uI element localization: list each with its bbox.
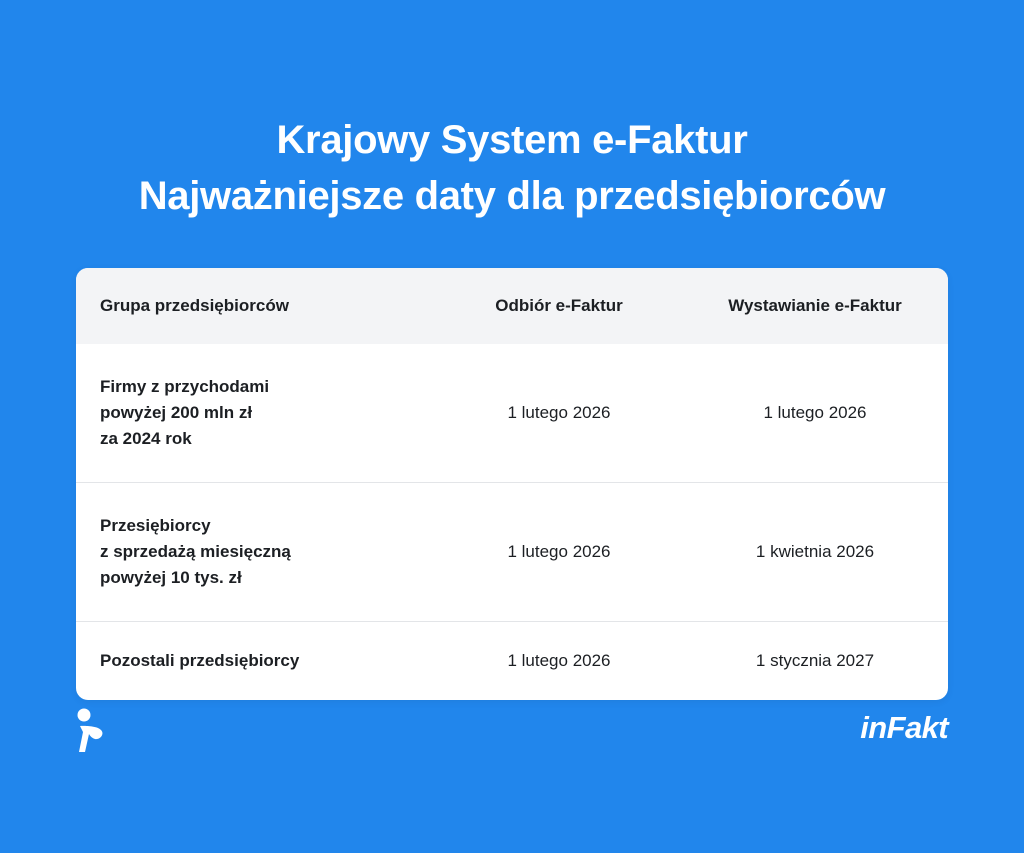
group-line: za 2024 rok (100, 429, 192, 448)
cell-receive-date: 1 lutego 2026 (436, 622, 682, 701)
cell-receive-date: 1 lutego 2026 (436, 483, 682, 622)
cell-issue-date: 1 lutego 2026 (763, 403, 867, 422)
group-line: Pozostali przedsiębiorcy (100, 651, 300, 670)
cell-group (76, 622, 436, 701)
table-row (76, 483, 948, 622)
cell-receive-date: 1 lutego 2026 (507, 403, 611, 422)
group-line: powyżej 10 tys. zł (100, 568, 242, 587)
column-header-group: Grupa przedsiębiorców (76, 268, 436, 344)
schedule-card (76, 268, 948, 700)
table-row (76, 344, 948, 483)
footer (0, 700, 1024, 770)
column-header-issue: Wystawianie e-Faktur (682, 268, 948, 344)
table-header-row (76, 268, 948, 344)
group-line: powyżej 200 mln zł (100, 403, 253, 422)
title-line-1: Krajowy System e-Faktur (276, 118, 748, 162)
table-row (76, 622, 948, 701)
title-line-2: Najważniejsze daty dla przedsiębiorców (138, 174, 886, 218)
cell-group (76, 483, 436, 622)
cell-issue-date: 1 kwietnia 2026 (682, 483, 948, 622)
table-header (76, 268, 948, 344)
group-line: z sprzedażą miesięczną (100, 542, 291, 561)
page-title (0, 112, 1024, 224)
column-header-receive: Odbiór e-Faktur (436, 268, 682, 344)
group-line: Firmy z przychodami (100, 377, 270, 396)
group-line: Przesiębiorcy (100, 516, 211, 535)
cell-issue-date: 1 stycznia 2027 (682, 622, 948, 701)
infakt-wordmark: inFakt (860, 710, 948, 745)
infakt-dot-mark-icon (74, 708, 114, 754)
cell-group (76, 344, 436, 483)
table-body (76, 344, 948, 700)
schedule-table (76, 268, 948, 700)
